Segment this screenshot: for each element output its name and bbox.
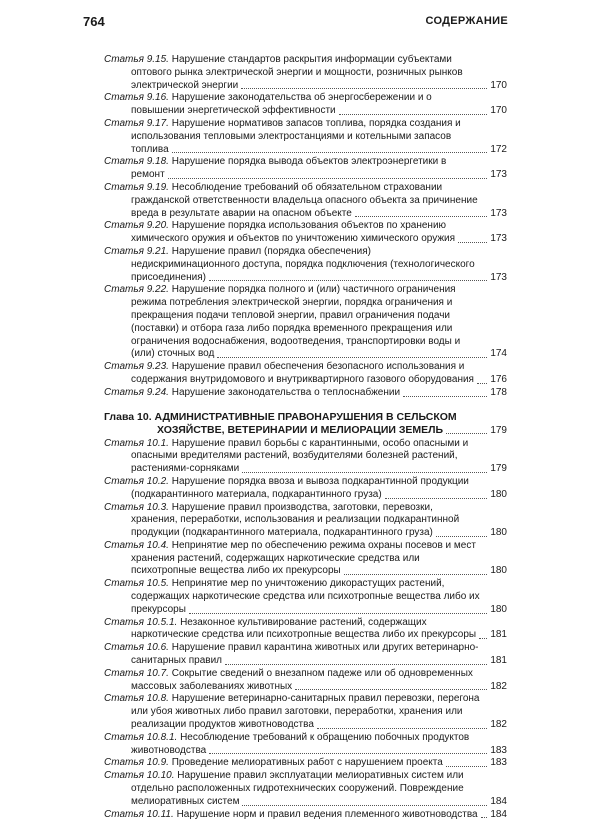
toc-list-chapter-9 [104, 54, 507, 400]
page-ref: 182 [490, 680, 507, 692]
toc-entry-title [104, 284, 507, 361]
running-title: СОДЕРЖАНИЕ [425, 15, 508, 27]
leader-dots [458, 242, 487, 243]
page-ref: 173 [490, 169, 507, 181]
article-text: Нарушение стандартов раскрытия информации субъектами оптового рынка электрической энергии и мощности, розничных рынков электрической энергии [131, 54, 463, 91]
page-number: 764 [83, 14, 105, 29]
article-text: Нарушение порядка полного и (или) частичного ограничения режима потребления электрической энергии, порядка ограничения и прекращения подачи тепловой энергии, правил ограничения подачи (поставки) и отбора газа либо порядка временного прекращения или ограничения водоснабжения, водоотведения, транспортировки воды и (или) сточных вод [131, 284, 461, 360]
leader-dots [385, 498, 487, 499]
page-ref: 174 [490, 348, 507, 360]
article-text: Нарушение порядка ввоза и вывоза подкарантинной продукции (подкарантинного материала, подкарантинного груза) [131, 475, 469, 500]
leader-dots [242, 472, 487, 473]
article-text: Несоблюдение требований об обязательном страховании гражданской ответственности владельца опасного объекта за причинение вреда в результате аварии на опасном объекте [131, 181, 478, 219]
leader-dots [436, 536, 487, 537]
toc-entry [104, 617, 507, 643]
toc-entry [104, 732, 507, 758]
article-text: Нарушение порядка вывода объектов электроэнергетики в ремонт [131, 156, 447, 181]
toc-entry [104, 220, 507, 246]
toc-entry [104, 540, 507, 578]
toc-entry-title [104, 182, 507, 220]
page-ref: 184 [490, 795, 507, 807]
article-number: Статья 9.23. [104, 361, 169, 373]
article-text: Непринятие мер по обеспечению режима охраны посевов и мест хранения растений, содержащих наркотические средства или психотропные вещества либо их прекурсоры [131, 539, 476, 577]
toc-entry [104, 54, 507, 92]
leader-dots [209, 753, 487, 754]
article-text: Сокрытие сведений о внезапном падеже или об одновременных массовых заболеваниях животных [131, 667, 473, 692]
article-text: Нарушение правил эксплуатации мелиоративных систем или отдельно расположенных гидротехнических сооружений. Повреждение мелиоративных систем [131, 770, 464, 807]
leader-dots [241, 88, 487, 89]
page-ref: 181 [490, 629, 507, 641]
toc-entry [104, 668, 507, 694]
article-number: Статья 10.6. [104, 642, 169, 654]
leader-dots [479, 638, 487, 639]
leader-dots [344, 574, 487, 575]
page-ref: 170 [490, 79, 507, 91]
leader-dots [446, 766, 487, 767]
article-number: Статья 10.3. [104, 501, 169, 513]
toc-entry [104, 578, 507, 616]
article-text: Нарушение законодательства о теплоснабжении [171, 386, 401, 398]
leader-dots [317, 728, 487, 729]
chapter-text: АДМИНИСТРАТИВНЫЕ ПРАВОНАРУШЕНИЯ В СЕЛЬСКОМ ХОЗЯЙСТВЕ, ВЕТЕРИНАРИИ И МЕЛИОРАЦИИ ЗЕМЕЛЬ [154, 410, 457, 436]
leader-dots [172, 152, 487, 153]
toc-list-chapter-10 [104, 438, 507, 821]
article-number: Статья 10.8.1. [104, 731, 178, 743]
toc-entry [104, 809, 507, 821]
article-number: Статья 10.4. [104, 539, 169, 551]
toc-entry-title [104, 220, 507, 246]
page-ref: 178 [490, 386, 507, 398]
chapter-heading [104, 411, 507, 437]
toc-entry-title [104, 757, 507, 770]
article-number: Статья 9.15. [104, 54, 169, 65]
toc-entry-title [104, 540, 507, 578]
page-ref: 181 [490, 655, 507, 667]
article-number: Статья 9.20. [104, 220, 169, 232]
article-text: Незаконное культивирование растений, содержащих наркотические средства или психотропные вещества либо их прекурсоры [131, 616, 477, 641]
toc-entry [104, 246, 507, 284]
toc-entry [104, 156, 507, 182]
article-text: Непринятие мер по уничтожению дикорастущих растений, содержащих наркотические средства или психотропные вещества либо их прекурсоры [131, 578, 480, 615]
toc-entry [104, 770, 507, 808]
article-number: Статья 9.16. [104, 92, 169, 104]
article-number: Статья 10.1. [104, 437, 169, 449]
page-ref: 183 [490, 744, 507, 756]
article-number: Статья 10.5. [104, 578, 169, 590]
page-ref: 183 [490, 757, 507, 769]
page-ref: 170 [490, 105, 507, 117]
article-text: Несоблюдение требований к обращению побочных продуктов животноводства [131, 731, 470, 756]
toc-entry-title [104, 361, 507, 387]
chapter-page: 179 [490, 424, 507, 436]
chapter-number: Глава 10. [104, 410, 152, 423]
article-text: Нарушение ветеринарно-санитарных правил перевозки, перегона или убоя животных либо правил заготовки, переработки, хранения или реализации продуктов животноводства [131, 693, 480, 731]
toc-entry-title [104, 502, 507, 540]
page-ref: 173 [490, 207, 507, 219]
article-number: Статья 10.7. [104, 667, 169, 679]
page-ref: 172 [490, 143, 507, 155]
page-ref: 180 [490, 565, 507, 577]
page-ref: 184 [490, 808, 507, 820]
article-text: Нарушение нормативов запасов топлива, порядка создания и использования тепловыми электростанциями и котельными запасов топлива [131, 117, 461, 155]
toc-entry [104, 502, 507, 540]
article-text: Нарушение правил производства, заготовки, перевозки, хранения, переработки, использования и реализации подкарантинной продукции (подкарантинного материала, подкарантинного груза) [131, 501, 460, 539]
toc-entry [104, 757, 507, 770]
article-text: Нарушение правил борьбы с карантинными, особо опасными и опасными вредителями растений, возбудителями болезней растений, растениями-сорняками [131, 437, 469, 475]
toc-entry [104, 438, 507, 476]
leader-dots [168, 178, 487, 179]
page-ref: 179 [490, 463, 507, 475]
leader-dots [242, 805, 487, 806]
toc-entry-title [104, 809, 507, 821]
article-text: Нарушение норм и правил ведения племенного животноводства [176, 808, 478, 820]
page-ref: 173 [490, 233, 507, 245]
toc-entry-title [104, 246, 507, 284]
leader-dots [217, 357, 487, 358]
leader-dots [403, 396, 487, 397]
article-text: Нарушение правил обеспечения безопасного использования и содержания внутридомового и внутриквартирного газового оборудования [131, 361, 474, 385]
leader-dots [209, 280, 487, 281]
article-number: Статья 9.24. [104, 386, 169, 398]
toc-entry [104, 284, 507, 361]
article-number: Статья 10.2. [104, 475, 169, 487]
toc-entry [104, 361, 507, 387]
leader-dots [481, 817, 487, 818]
toc-entry [104, 693, 507, 731]
toc-entry-title [104, 387, 507, 400]
toc-entry-title [104, 770, 507, 808]
page-ref: 180 [490, 488, 507, 500]
article-number: Статья 9.21. [104, 245, 169, 257]
page-ref: 180 [490, 527, 507, 539]
article-number: Статья 10.8. [104, 693, 169, 705]
article-text: Нарушение законодательства об энергосбережении и о повышении энергетической эффективности [131, 92, 432, 117]
leader-dots [339, 114, 487, 115]
leader-dots [189, 613, 487, 614]
article-text: Нарушение порядка использования объектов по хранению химического оружия и объектов по уничтожению химического оружия [131, 220, 456, 245]
toc-entry [104, 92, 507, 118]
article-text: Нарушение правил (порядка обеспечения) недискриминационного доступа, порядка подключения (технологического присоединения) [131, 245, 475, 283]
table-of-contents [104, 54, 507, 821]
toc-entry [104, 476, 507, 502]
toc-entry-title [104, 54, 507, 92]
leader-dots [355, 216, 487, 217]
article-text: Нарушение правил карантина животных или других ветеринарно-санитарных правил [131, 642, 479, 667]
article-number: Статья 9.17. [104, 117, 169, 129]
page-ref: 173 [490, 271, 507, 283]
leader-dots [295, 689, 487, 690]
toc-entry-title [104, 693, 507, 731]
toc-entry [104, 642, 507, 668]
article-number: Статья 10.11. [104, 808, 174, 820]
toc-entry-title [104, 438, 507, 476]
article-number: Статья 10.5.1. [104, 616, 178, 628]
page-header [0, 0, 600, 40]
page-ref: 180 [490, 603, 507, 615]
article-number: Статья 9.22. [104, 284, 169, 296]
page-ref: 176 [490, 373, 507, 385]
page-ref: 182 [490, 719, 507, 731]
article-number: Статья 9.19. [104, 181, 169, 193]
toc-entry [104, 387, 507, 400]
article-number: Статья 9.18. [104, 156, 169, 168]
article-text: Проведение мелиоративных работ с нарушением проекта [171, 757, 443, 769]
chapter-leader-dots [446, 433, 487, 434]
toc-entry-title [104, 578, 507, 616]
article-number: Статья 10.10. [104, 770, 175, 782]
toc-entry [104, 118, 507, 156]
toc-entry [104, 182, 507, 220]
toc-entry-title [104, 617, 507, 643]
article-number: Статья 10.9. [104, 757, 169, 769]
toc-entry-title [104, 118, 507, 156]
leader-dots [477, 383, 487, 384]
leader-dots [225, 664, 487, 665]
